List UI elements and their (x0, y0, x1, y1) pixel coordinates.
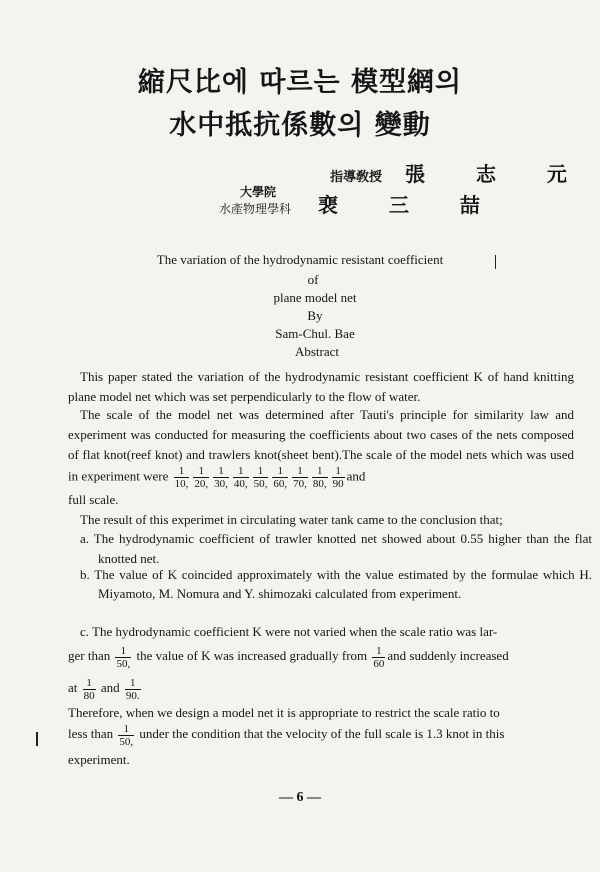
fraction-denominator: 60, (273, 478, 288, 490)
scale-fractions (172, 465, 347, 490)
fraction-denominator: 20, (194, 478, 209, 490)
scale-fraction (253, 465, 269, 490)
paragraph-2-and: and (346, 468, 366, 484)
scale-fraction (292, 465, 308, 490)
scan-mark (495, 255, 496, 269)
paragraph-2 (68, 405, 574, 510)
fraction-1-80 (83, 677, 96, 702)
fraction-numerator: 1 (193, 465, 209, 478)
title-line-2: 水中抵抗係數의 變動 (169, 110, 431, 141)
student-name: 裵 三 喆 (318, 193, 502, 217)
fraction-denominator: 30, (214, 478, 228, 490)
english-title-line-2: of (307, 272, 319, 287)
fraction-numerator: 1 (312, 465, 328, 478)
conclusion-line-2 (68, 721, 574, 748)
scale-fraction (213, 465, 229, 490)
fraction-numerator: 1 (332, 465, 345, 478)
fraction-denominator: 70, (293, 478, 307, 490)
fraction-1-90 (125, 677, 141, 702)
item-c-line-2 (68, 643, 574, 670)
fraction-1-60 (372, 645, 385, 670)
paragraph-3: The result of this experimet in circulating water tank came to the conclusion that; (80, 512, 503, 527)
fraction-numerator: 1 (174, 465, 190, 478)
item-a: a. The hydrodynamic coefficient of trawler knotted net showed about 0.55 higher than the flat knotted net. (80, 531, 592, 566)
fraction-numerator: 1 (292, 465, 308, 478)
item-c-text-at: at (68, 680, 78, 695)
fraction-denominator: 90 (332, 478, 344, 490)
item-c-text-b: the value of K was increased gradually from (136, 648, 368, 663)
scale-fraction (332, 465, 345, 490)
affiliation-line-2: 水產物理學科 (219, 202, 292, 216)
fraction-numerator: 1 (83, 677, 96, 690)
advisor-name: 張 志 元 (405, 162, 589, 186)
fraction-numerator: 1 (233, 465, 249, 478)
fraction-denominator: 10, (174, 478, 189, 490)
abstract-heading: Abstract (294, 344, 340, 359)
item-c-line-3 (68, 675, 574, 702)
fraction-numerator: 1 (272, 465, 288, 478)
fraction-numerator: 1 (372, 645, 385, 658)
fraction-denominator: 40, (233, 478, 248, 490)
fraction-numerator: 1 (118, 723, 134, 736)
paragraph-2-text: The scale of the model net was determined after Tauti's principle for similarity law and experiment was conducted for measuring the coefficients about two cases of the nets composed of flat knot(reef knot) and trawlers knot(sheet bent).The scale of the model nets which was used in experiment were (68, 407, 574, 484)
advisor-label: 指導敎授 (330, 170, 383, 185)
fraction-numerator: 1 (253, 465, 269, 478)
fraction-denominator: 80, (312, 478, 327, 490)
fraction-denominator: 50, (253, 478, 268, 490)
english-author: Sam-Chul. Bae (275, 326, 355, 341)
fraction-denominator: 50, (119, 735, 134, 748)
paragraph-2-end: full scale. (68, 492, 119, 507)
fraction-denominator: 50, (116, 657, 131, 670)
scale-fraction (174, 465, 190, 490)
scale-fraction (193, 465, 209, 490)
fraction-denominator: 80 (83, 689, 95, 702)
conclusion-text-b: under the condition that the velocity of the full scale is 1.3 knot in this (139, 726, 505, 741)
paragraph-1: This paper stated the variation of the hydrodynamic resistant coefficient K of hand knitting plane model net which was set perpendicularly to the flow of water. (68, 369, 574, 404)
english-title-line-3: plane model net (273, 290, 357, 305)
page-number: — 6 — (279, 790, 321, 805)
scale-fraction (233, 465, 249, 490)
fraction-1-50 (115, 645, 131, 670)
scale-fraction (272, 465, 288, 490)
conclusion-line-1: Therefore, when we design a model net it is appropriate to restrict the scale ratio to (68, 705, 500, 720)
fraction-numerator: 1 (125, 677, 141, 690)
affiliation-line-1: 大學院 (240, 185, 277, 199)
item-b: b. The value of K coincided approximately with the value estimated by the formulae which H. Miyamoto, M. Nomura and Y. shimozaki calculated from experiment. (80, 567, 592, 601)
title-line-1: 縮尺比에 따르는 模型網의 (137, 67, 463, 98)
item-c-line-1: c. The hydrodynamic coefficient K were not varied when the scale ratio was lar- (80, 624, 498, 639)
conclusion-text-a: less than (68, 726, 114, 741)
fraction-denominator: 90. (125, 689, 140, 702)
fraction-1-50-second (118, 723, 134, 748)
item-c-text-a: ger than (68, 648, 111, 663)
scan-mark (36, 732, 38, 746)
english-title-line-1: The variation of the hydrodynamic resistant coefficient (156, 252, 444, 267)
by-label: By (307, 308, 323, 323)
item-c-text-c: and suddenly increased (387, 648, 509, 663)
fraction-denominator: 60 (373, 657, 385, 670)
fraction-numerator: 1 (213, 465, 229, 478)
scale-fraction (312, 465, 328, 490)
item-c-text-and: and (100, 680, 120, 695)
fraction-numerator: 1 (115, 645, 131, 658)
conclusion-line-3: experiment. (68, 752, 130, 767)
